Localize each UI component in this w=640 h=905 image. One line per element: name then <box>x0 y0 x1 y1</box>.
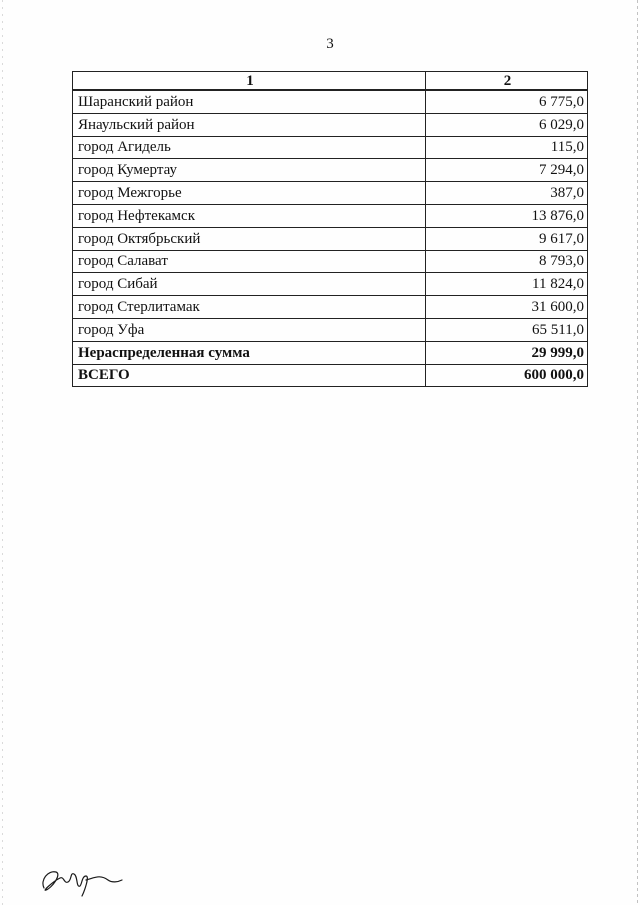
row-value: 11 824,0 <box>426 273 588 296</box>
row-value: 31 600,0 <box>426 296 588 319</box>
table-row <box>73 113 588 136</box>
row-value: 600 000,0 <box>426 364 588 387</box>
column-header-1: 1 <box>73 72 426 91</box>
row-name: Шаранский район <box>73 90 426 113</box>
row-value: 65 511,0 <box>426 318 588 341</box>
row-value: 9 617,0 <box>426 227 588 250</box>
table-row <box>73 227 588 250</box>
row-value: 6 029,0 <box>426 113 588 136</box>
table-body <box>73 90 588 387</box>
row-name: Янаульский район <box>73 113 426 136</box>
row-name: город Межгорье <box>73 182 426 205</box>
table-row <box>73 341 588 364</box>
row-name: город Октябрьский <box>73 227 426 250</box>
table-row <box>73 136 588 159</box>
row-value: 8 793,0 <box>426 250 588 273</box>
row-name: город Сибай <box>73 273 426 296</box>
table-row <box>73 273 588 296</box>
row-name: Нераспределенная сумма <box>73 341 426 364</box>
table-row <box>73 364 588 387</box>
row-name: ВСЕГО <box>73 364 426 387</box>
row-name: город Кумертау <box>73 159 426 182</box>
scan-edge-right <box>637 0 638 905</box>
table-row <box>73 204 588 227</box>
row-value: 13 876,0 <box>426 204 588 227</box>
signature-icon <box>38 858 124 898</box>
table-row <box>73 159 588 182</box>
row-value: 29 999,0 <box>426 341 588 364</box>
row-name: город Нефтекамск <box>73 204 426 227</box>
table-row <box>73 318 588 341</box>
scan-edge-left <box>2 0 3 905</box>
row-value: 7 294,0 <box>426 159 588 182</box>
row-name: город Уфа <box>73 318 426 341</box>
table-row <box>73 182 588 205</box>
row-value: 115,0 <box>426 136 588 159</box>
allocation-table <box>72 71 588 387</box>
table-row <box>73 90 588 113</box>
row-name: город Салават <box>73 250 426 273</box>
table-row <box>73 250 588 273</box>
table-header-row <box>73 72 588 91</box>
row-name: город Агидель <box>73 136 426 159</box>
row-name: город Стерлитамак <box>73 296 426 319</box>
row-value: 387,0 <box>426 182 588 205</box>
row-value: 6 775,0 <box>426 90 588 113</box>
page-number: 3 <box>326 36 334 52</box>
table-row <box>73 296 588 319</box>
column-header-2: 2 <box>426 72 588 91</box>
